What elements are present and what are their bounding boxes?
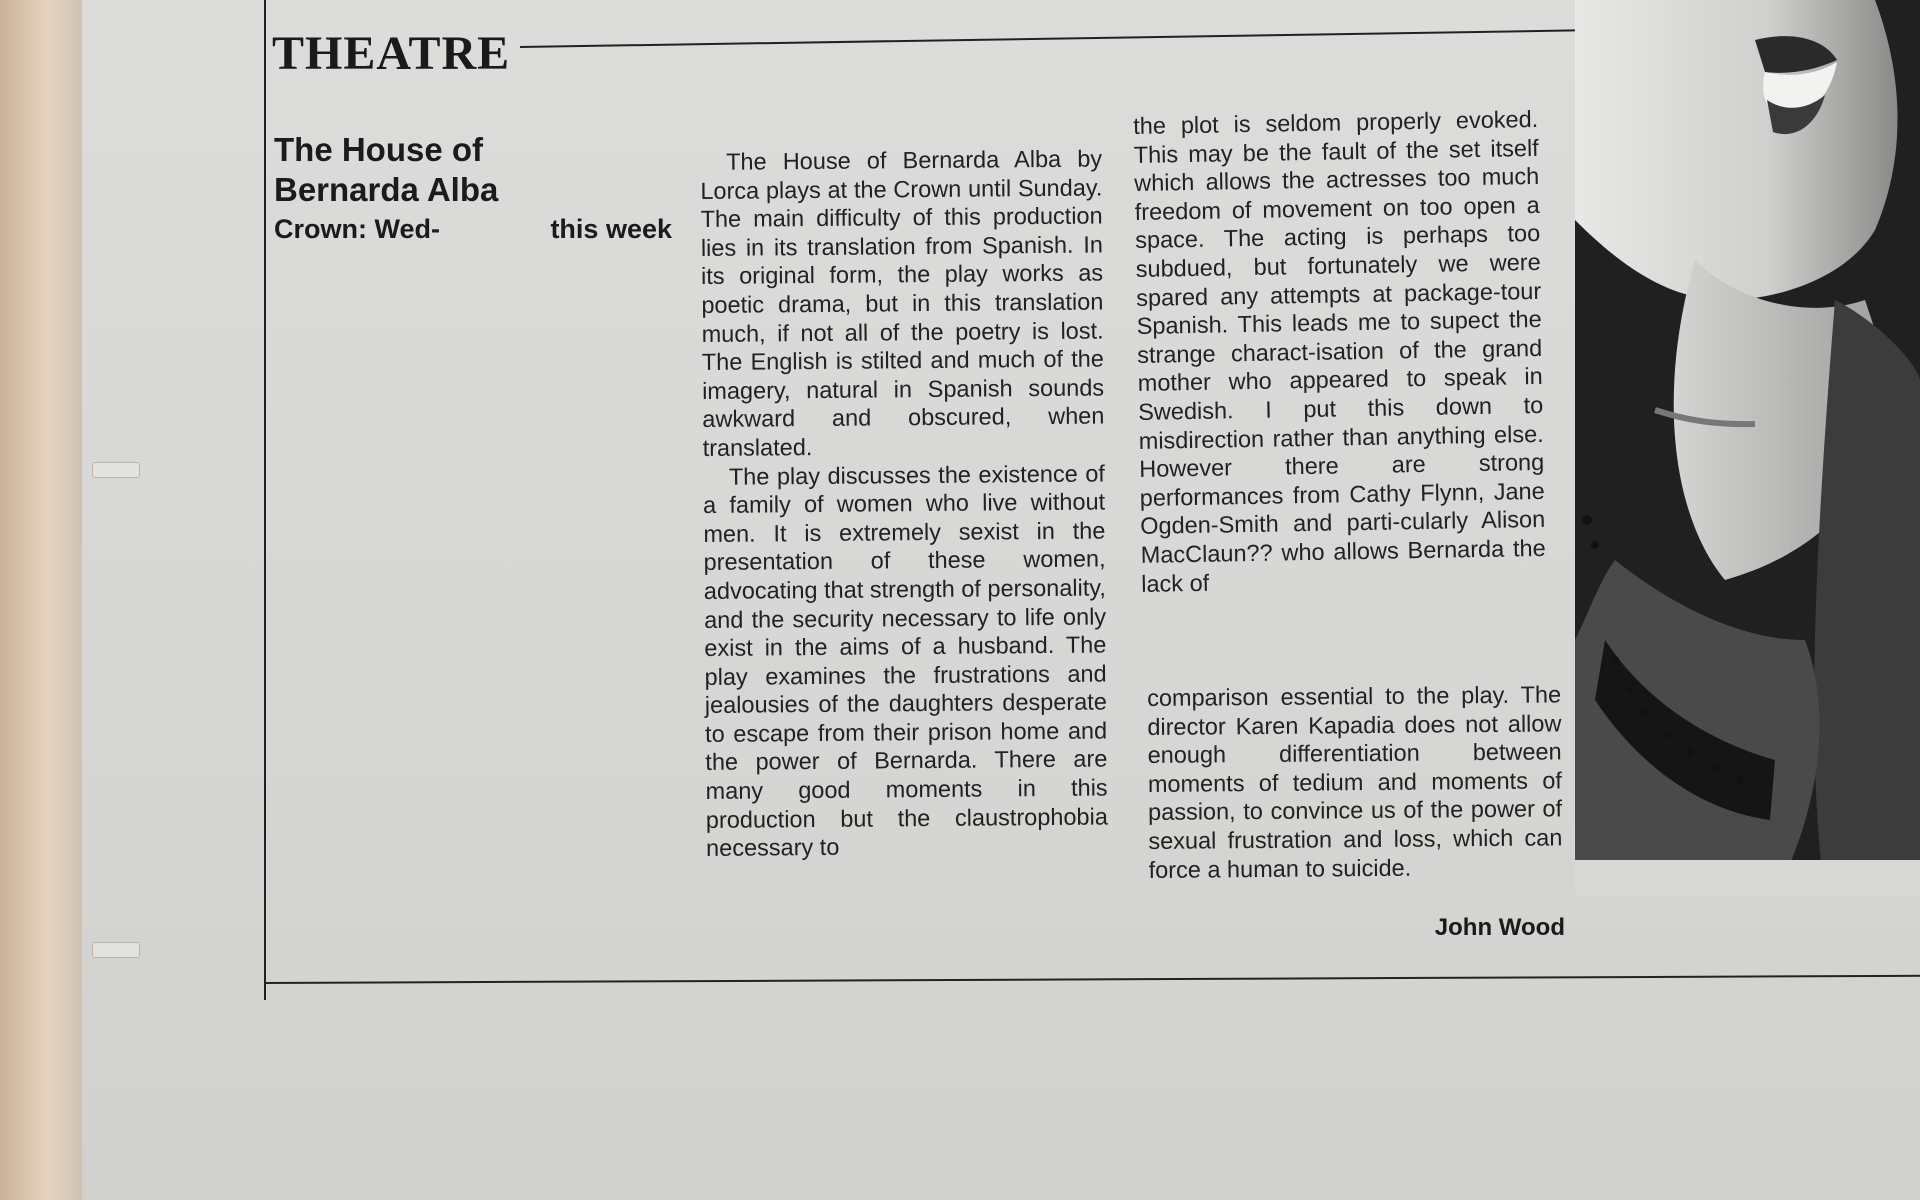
article-paragraph: the plot is seldom properly evoked. This may be the fault of the set itself which allows the actresses too much freedom of movement on too open a space. The acting is perhaps too subdued, but fortunately we were spared any attempts at package-tour Spanish. This leads me to supect the strange charact-isation of the grand mother who appeared to speak in Swedish. I put this down to misdirection rather than anything else. However there are strong performances from Cathy Flynn, Jane Ogden-Smith and parti-cularly Alison MacClaun?? who allows Bernarda the lack of [1133, 105, 1546, 597]
production-photo-image [1575, 0, 1920, 895]
frame-left-rule [264, 0, 266, 1000]
article-paragraph: The House of Bernarda Alba by Lorca plays at the Crown until Sunday. The main difficulty of this production lies in its translation from Spanish. In its original form, the play works as poetic drama, but in this translation much, if not all of the poetry is lost. The English is stilted and much of the imagery, natural in Spanish sounds awkward and obscured, when translated. [700, 145, 1105, 461]
review-header [274, 130, 674, 245]
article-column-3 [1147, 680, 1563, 884]
production-photo [1575, 0, 1920, 895]
staple-mark [92, 462, 140, 478]
section-title: THEATRE [272, 27, 511, 80]
article-column-2 [1133, 105, 1546, 598]
run-dates: this week [550, 214, 672, 244]
review-headline: The House of Bernarda Alba [274, 131, 499, 208]
article-paragraph: The play discusses the existence of a family of women who live without men. It is extremely sexist in the presentation of these women, advocating that strength of personality, and the security necessary to life only exist in the aims of a husband. The play examines the frustrations and jealousies of the daughters desperate to escape from their prison home and the power of Bernarda. There are many good moments in this production but the claustrophobia necessary to [703, 460, 1108, 862]
article-paragraph: comparison essential to the play. The director Karen Kapadia does not allow enough differentiation between moments of tedium and moments of passion, to convince us of the power of sexual frustration and loss, which can force a human to suicide. [1147, 681, 1563, 883]
venue-name: Crown: Wed- [274, 214, 440, 244]
staple-mark [92, 942, 140, 958]
venue-line [274, 214, 672, 245]
article-column-1 [700, 144, 1108, 862]
byline: John Wood [1434, 914, 1565, 941]
book-binding [0, 0, 82, 1200]
